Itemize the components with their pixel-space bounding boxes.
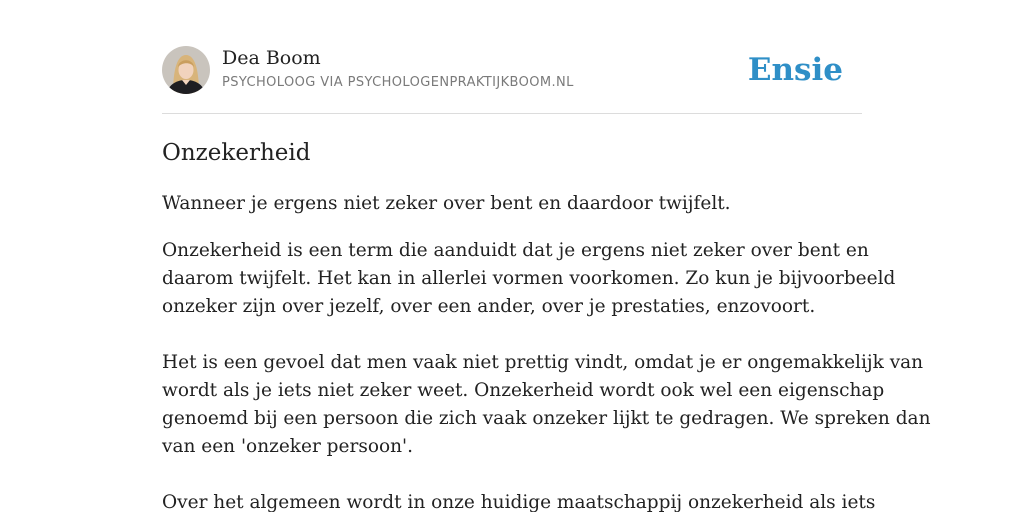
author-name[interactable]: Dea Boom xyxy=(222,47,321,69)
body-paragraph xyxy=(162,349,931,461)
definition-card xyxy=(162,46,931,512)
body-line: Onzekerheid is een term die aanduidt dat je ergens niet zeker over bent en xyxy=(162,240,869,261)
body-line: genoemd bij een persoon die zich vaak onzeker lijkt te gedragen. We spreken dan xyxy=(162,408,931,429)
body-paragraph xyxy=(162,489,876,512)
article-title: Onzekerheid xyxy=(162,140,311,166)
body-line: van een 'onzeker persoon'. xyxy=(162,436,413,457)
body-line: wordt als je iets niet zeker weet. Onzekerheid wordt ook wel een eigenschap xyxy=(162,380,885,401)
body-line: Over het algemeen wordt in onze huidige maatschappij onzekerheid als iets xyxy=(162,492,876,512)
author-header xyxy=(162,46,862,114)
article-summary: Wanneer je ergens niet zeker over bent en daardoor twijfelt. xyxy=(162,193,731,214)
ensie-logo[interactable]: Ensie xyxy=(747,52,843,88)
body-line: onzeker zijn over jezelf, over een ander, over je prestaties, enzovoort. xyxy=(162,296,816,317)
body-line: daarom twijfelt. Het kan in allerlei vormen voorkomen. Zo kun je bijvoorbeeld xyxy=(162,268,896,289)
body-line: Het is een gevoel dat men vaak niet prettig vindt, omdat je er ongemakkelijk van xyxy=(162,352,924,373)
article-body xyxy=(162,237,931,512)
body-paragraph xyxy=(162,237,896,321)
author-photo-icon xyxy=(162,46,210,94)
author-title: PSYCHOLOOG VIA PSYCHOLOGENPRAKTIJKBOOM.NL xyxy=(222,75,574,90)
author-avatar[interactable] xyxy=(162,46,210,94)
